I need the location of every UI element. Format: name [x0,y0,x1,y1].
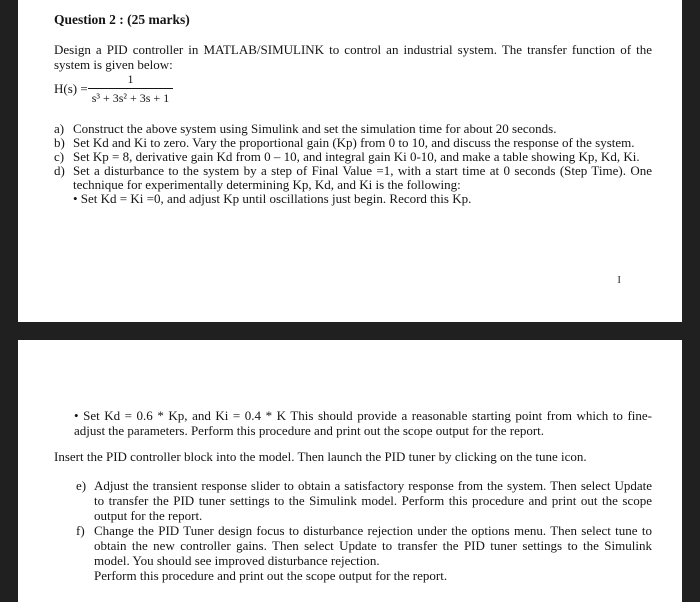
list-item [54,150,652,164]
list-item [54,122,652,136]
item-marker: c) [54,149,65,164]
list-item [54,164,652,206]
item-text: Set Kp = 8, derivative gain Kd from 0 – 10, and integral gain Ki 0-10, and make a table showing Kp, Kd, Ki. [73,149,640,164]
item-body [94,523,652,583]
item-text: Adjust the transient response slider to obtain a satisfactory response from the system. Then select Update to transfer the PID tuner settings to the Simulink model. Perform this procedure and print out the scope output for the report. [94,478,652,523]
item-text: Set Kd and Ki to zero. Vary the proportional gain (Kp) from 0 to 10, and discuss the response of the system. [73,135,635,150]
bullet-line: • Set Kd = Ki =0, and adjust Kp until oscillations just begin. Record this Kp. [73,191,472,206]
final-line: Perform this procedure and print out the scope output for the report. [94,568,448,583]
formula-denominator: s³ + 3s² + 3s + 1 [91,91,170,105]
item-body [73,164,652,206]
list-item [76,523,652,583]
text-cursor-icon: I [617,274,621,286]
list-item [54,136,652,150]
item-marker: a) [54,121,65,136]
question-title: Question 2 : (25 marks) [54,12,190,27]
item-text: Set a disturbance to the system by a step of Final Value =1, with a start time at 0 seconds (Step Time). One technique for experimentally determining Kp, Kd, and Ki is the following: [73,163,652,192]
formula-numerator: 1 [88,72,174,89]
question-intro: Design a PID controller in MATLAB/SIMULINK to control an industrial system. The transfer function of the system is given below: [54,42,652,72]
item-marker: e) [76,478,87,493]
transfer-function [54,72,652,106]
item-marker: b) [54,135,65,150]
item-text: Change the PID Tuner design focus to disturbance rejection under the options menu. Then select tune to obtain the new controller gains. Then select Update to transfer the PID tuner settings to the Simulink model. You should see improved disturbance rejection. [94,523,652,568]
instruction-text: Insert the PID controller block into the model. Then launch the PID tuner by clicking on the tune icon. [54,449,587,464]
question-parts-top [54,122,652,206]
formula-lhs: H(s) = [54,81,88,96]
item-marker: f) [76,523,85,538]
item-marker: d) [54,163,65,178]
bullet-line: • Set Kd = 0.6 * Kp, and Ki = 0.4 * K This should provide a reasonable starting point from which to fine-adjust the parameters. Perform this procedure and print out the scope output for the report. [74,408,652,438]
document-page-bottom [18,340,682,602]
list-item [76,478,652,523]
question-parts-bottom [54,478,652,583]
item-text: Construct the above system using Simulink and set the simulation time for about 20 seconds. [73,121,557,136]
document-page-top [18,0,682,322]
formula-fraction [92,72,170,106]
